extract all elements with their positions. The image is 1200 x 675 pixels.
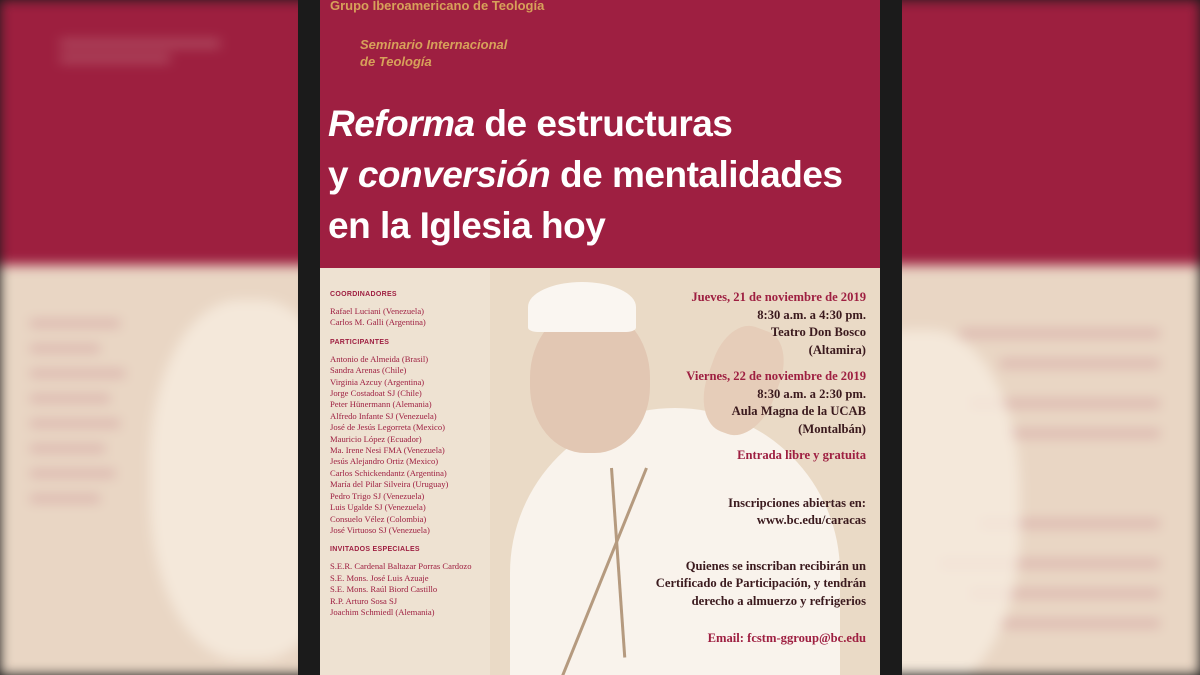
participant-name: Jesús Alejandro Ortiz (Mexico)	[330, 456, 439, 467]
contact-email: Email: fcstm-ggroup@bc.edu	[707, 631, 866, 645]
inscriptions-label: Inscripciones abiertas en:	[728, 495, 866, 510]
inscriptions-url: www.bc.edu/caracas	[756, 513, 866, 527]
poster-headline	[328, 98, 873, 251]
day-1-area: (Altamira)	[808, 342, 866, 357]
participant-name: Peter Hünermann (Alemania)	[330, 399, 432, 410]
participant-name: Consuelo Vélez (Colombia)	[330, 513, 427, 524]
headline-text-1: de estructuras	[474, 103, 733, 144]
headline-text-3: de mentalidades	[550, 154, 843, 195]
group-name: Grupo Iberoamericano de Teología	[330, 0, 545, 13]
coordinators-heading: COORDINADORES	[330, 291, 397, 298]
special-guest-name: S.E.R. Cardenal Baltazar Porras Cardozo	[330, 561, 472, 572]
special-guest-name: R.P. Arturo Sosa SJ	[330, 595, 398, 606]
dark-divider-left	[298, 0, 320, 675]
participant-name: Sandra Arenas (Chile)	[330, 365, 407, 376]
speakers-column	[330, 291, 515, 628]
participant-name: Carlos Schickendantz (Argentina)	[330, 467, 447, 478]
participant-name: Luis Ugalde SJ (Venezuela)	[330, 502, 426, 513]
headline-word-reforma: Reforma	[328, 103, 475, 144]
special-guest-name: S.E. Mons. Raúl Biord Castillo	[330, 584, 438, 595]
free-entry-note: Entrada libre y gratuita	[737, 448, 866, 462]
headline-text-4: en la Iglesia hoy	[328, 205, 606, 246]
poster-header	[320, 0, 880, 268]
day-2-block	[606, 368, 866, 438]
blurred-background-right	[880, 0, 1200, 675]
day-2-time: 8:30 a.m. a 2:30 pm.	[757, 386, 866, 401]
day-1-date: Jueves, 21 de noviembre de 2019	[691, 290, 866, 304]
day-2-area: (Montalbán)	[798, 421, 866, 436]
day-2-date: Viernes, 22 de noviembre de 2019	[686, 369, 866, 383]
special-guest-name: Joachim Schmiedl (Alemania)	[330, 606, 435, 617]
coordinator-name: Carlos M. Galli (Argentina)	[330, 317, 426, 328]
benefit-line-3: derecho a almuerzo y refrigerios	[691, 593, 866, 608]
special-guest-name: S.E. Mons. José Luis Azuaje	[330, 572, 429, 583]
participant-name: José Virtuoso SJ (Venezuela)	[330, 524, 430, 535]
coordinator-name: Rafael Luciani (Venezuela)	[330, 306, 424, 316]
participants-heading: PARTICIPANTES	[330, 338, 390, 346]
participant-name: Antonio de Almeida (Brasil)	[330, 353, 429, 364]
participant-name: Virginia Azcuy (Argentina)	[330, 376, 425, 387]
participants-list	[330, 354, 515, 537]
participant-name: Alfredo Infante SJ (Venezuela)	[330, 410, 437, 421]
seminar-line-2: de Teología	[360, 54, 432, 69]
event-info	[606, 289, 866, 648]
day-1-time: 8:30 a.m. a 4:30 pm.	[757, 307, 866, 322]
dark-divider-right	[880, 0, 902, 675]
blurred-background-left	[0, 0, 310, 675]
participant-name: Jorge Costadoat SJ (Chile)	[330, 388, 422, 399]
seminar-title	[360, 36, 560, 70]
event-poster	[320, 0, 880, 675]
seminar-line-1: Seminario Internacional	[360, 37, 508, 52]
participant-name: Mauricio López (Ecuador)	[330, 433, 422, 444]
coordinators-list	[330, 306, 515, 329]
benefit-line-2: Certificado de Participación, y tendrán	[655, 576, 866, 590]
participant-name: Pedro Trigo SJ (Venezuela)	[330, 490, 425, 501]
headline-word-conversion: conversión	[357, 154, 551, 195]
benefit-line-1: Quienes se inscriban recibirán un	[685, 558, 866, 573]
benefits-block	[606, 558, 866, 611]
day-1-block	[606, 289, 866, 359]
inscriptions-block	[606, 495, 866, 530]
day-1-venue: Teatro Don Bosco	[770, 325, 866, 339]
participant-name: Ma. Irene Nesi FMA (Venezuela)	[330, 445, 445, 456]
special-guests-heading: INVITADOS ESPECIALES	[330, 546, 420, 554]
participant-name: José de Jesús Legorreta (Mexico)	[330, 422, 446, 433]
headline-text-2: y	[328, 154, 358, 195]
participant-name: María del Pilar Silveira (Uruguay)	[330, 479, 449, 490]
special-guests-list	[330, 561, 515, 618]
day-2-venue: Aula Magna de la UCAB	[731, 404, 866, 418]
